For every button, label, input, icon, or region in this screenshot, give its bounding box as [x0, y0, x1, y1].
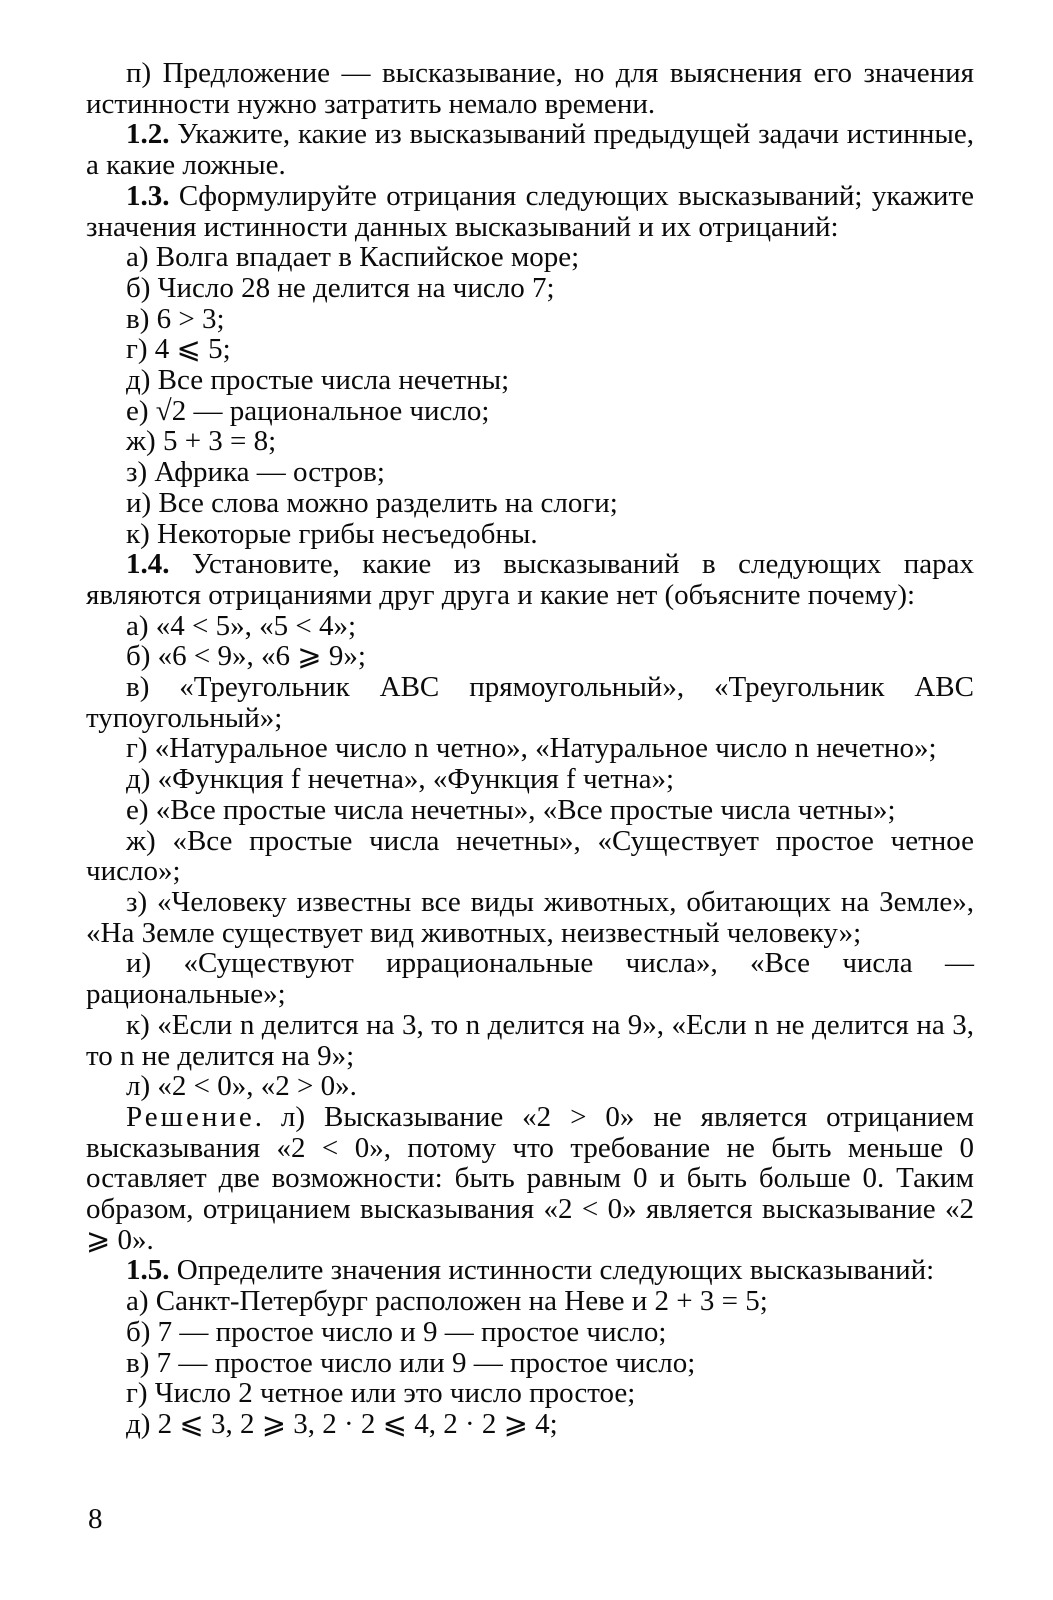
list-item: д) 2 ⩽ 3, 2 ⩾ 3, 2 · 2 ⩽ 4, 2 · 2 ⩾ 4;	[126, 1407, 558, 1440]
problem-number: 1.2.	[126, 118, 170, 151]
list-item: з) «Человеку известны все виды животных, обитающих на Земле», «На Земле существует вид животных, неизвестный человеку»;	[86, 885, 974, 949]
list-item: г) «Натуральное число n четно», «Натуральное число n нечетно»;	[126, 732, 937, 765]
list-item: б) «6 < 9», «6 ⩾ 9»;	[126, 640, 366, 673]
problem-number: 1.3.	[126, 179, 170, 212]
list-item: п) Предложение — высказывание, но для выяснения его значения истинности нужно затратить немало времени.	[86, 57, 974, 120]
problem-1-3	[86, 181, 974, 242]
list-item: и) Все слова можно разделить на слоги;	[126, 486, 618, 519]
list-item: д) «Функция f нечетна», «Функция f четна»;	[126, 763, 675, 796]
problem-1-5	[86, 1255, 974, 1286]
problem-1-2	[86, 119, 974, 180]
list-item: ж) «Все простые числа нечетны», «Существует простое четное число»;	[86, 824, 974, 888]
solution-label: Решение	[126, 1100, 255, 1133]
list-item: г) 4 ⩽ 5;	[126, 333, 231, 366]
problem-text: Сформулируйте отрицания следующих высказываний; укажите значения истинности данных высказываний и их отрицаний:	[86, 179, 974, 243]
list-item: з) Африка — остров;	[126, 456, 385, 489]
list-item: е) √2 — рациональное число;	[126, 394, 490, 427]
list-item: е) «Все простые числа нечетны», «Все простые числа четны»;	[126, 793, 896, 826]
solution	[86, 1102, 974, 1256]
list-item: в) 6 > 3;	[126, 302, 225, 335]
list-item: г) Число 2 четное или это число простое;	[126, 1377, 636, 1410]
problem-text: Укажите, какие из высказываний предыдущей задачи истинные, а какие ложные.	[86, 118, 974, 182]
list-item: б) Число 28 не делится на число 7;	[126, 271, 555, 304]
list-item: в) 7 — простое число или 9 — простое число;	[126, 1346, 696, 1379]
problem-text: Определите значения истинности следующих высказываний:	[169, 1254, 935, 1287]
page-number: 8	[88, 1503, 103, 1535]
page-body	[86, 58, 974, 1440]
list-item: и) «Существуют иррациональные числа», «Все числа — рациональные»;	[86, 947, 974, 1011]
solution-text: . л) Высказывание «2 > 0» не является отрицанием высказывания «2 < 0», потому что требование не быть меньше 0 оставляет две возможности: быть равным 0 и быть больше 0. Таким образом, отрицанием высказывания «2 < 0» является высказывание «2 ⩾ 0».	[86, 1100, 974, 1256]
problem-1-4	[86, 549, 974, 610]
list-item: л) «2 < 0», «2 > 0».	[126, 1070, 357, 1103]
list-item: к) Некоторые грибы несъедобны.	[126, 517, 538, 550]
problem-number: 1.4.	[126, 548, 170, 581]
list-item: а) Волга впадает в Каспийское море;	[126, 241, 580, 274]
problem-number: 1.5.	[126, 1254, 170, 1287]
list-item: к) «Если n делится на 3, то n делится на 9», «Если n не делится на 3, то n не делится на 9»;	[86, 1008, 974, 1072]
list-item: ж) 5 + 3 = 8;	[126, 425, 277, 458]
list-item: а) Санкт-Петербург расположен на Неве и 2 + 3 = 5;	[126, 1285, 768, 1318]
list-item: в) «Треугольник ABC прямоугольный», «Треугольник ABC тупоугольный»;	[86, 671, 974, 734]
list-item: д) Все простые числа нечетны;	[126, 364, 510, 397]
problem-text: Установите, какие из высказываний в следующих парах являются отрицаниями друг друга и какие нет (объясните почему):	[86, 548, 974, 611]
list-item: б) 7 — простое число и 9 — простое число;	[126, 1315, 667, 1348]
list-item: а) «4 < 5», «5 < 4»;	[126, 609, 357, 642]
